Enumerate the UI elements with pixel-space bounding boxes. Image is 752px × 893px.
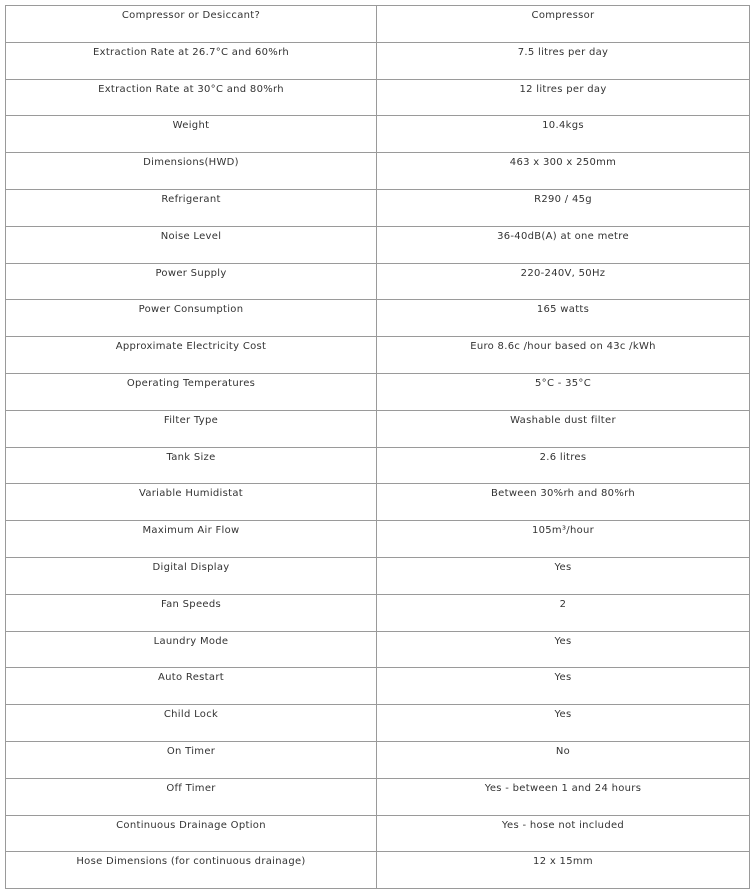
spec-value: Between 30%rh and 80%rh: [377, 484, 750, 521]
table-row: [6, 668, 750, 705]
table-row: [6, 705, 750, 742]
spec-value: 105m³/hour: [377, 521, 750, 558]
spec-table: [5, 5, 750, 889]
spec-label: Noise Level: [6, 226, 377, 263]
spec-value: Washable dust filter: [377, 410, 750, 447]
spec-label: Filter Type: [6, 410, 377, 447]
spec-value: Yes - between 1 and 24 hours: [377, 778, 750, 815]
spec-label: Off Timer: [6, 778, 377, 815]
table-row: [6, 116, 750, 153]
spec-label: Digital Display: [6, 557, 377, 594]
spec-label: Power Consumption: [6, 300, 377, 337]
table-row: [6, 815, 750, 852]
table-row: [6, 484, 750, 521]
spec-label: Refrigerant: [6, 189, 377, 226]
spec-label: Extraction Rate at 30°C and 80%rh: [6, 79, 377, 116]
spec-label: Tank Size: [6, 447, 377, 484]
spec-value: Yes: [377, 705, 750, 742]
table-row: [6, 410, 750, 447]
table-row: [6, 373, 750, 410]
table-row: [6, 521, 750, 558]
table-row: [6, 594, 750, 631]
spec-value: 10.4kgs: [377, 116, 750, 153]
spec-label: Laundry Mode: [6, 631, 377, 668]
spec-label: Variable Humidistat: [6, 484, 377, 521]
spec-label: Fan Speeds: [6, 594, 377, 631]
table-row: [6, 741, 750, 778]
spec-table-body: [6, 6, 750, 889]
spec-value: 165 watts: [377, 300, 750, 337]
spec-value: 5°C - 35°C: [377, 373, 750, 410]
spec-value: Yes: [377, 557, 750, 594]
spec-value: No: [377, 741, 750, 778]
spec-label: On Timer: [6, 741, 377, 778]
spec-label: Hose Dimensions (for continuous drainage): [6, 852, 377, 889]
table-row: [6, 189, 750, 226]
spec-value: 220-240V, 50Hz: [377, 263, 750, 300]
spec-value: 2: [377, 594, 750, 631]
table-row: [6, 300, 750, 337]
spec-value: 36-40dB(A) at one metre: [377, 226, 750, 263]
table-row: [6, 557, 750, 594]
spec-value: Compressor: [377, 6, 750, 43]
table-row: [6, 852, 750, 889]
table-row: [6, 6, 750, 43]
table-row: [6, 226, 750, 263]
spec-label: Dimensions(HWD): [6, 153, 377, 190]
table-row: [6, 263, 750, 300]
spec-label: Child Lock: [6, 705, 377, 742]
spec-value: 7.5 litres per day: [377, 42, 750, 79]
spec-label: Compressor or Desiccant?: [6, 6, 377, 43]
spec-value: Euro 8.6c /hour based on 43c /kWh: [377, 337, 750, 374]
spec-value: 2.6 litres: [377, 447, 750, 484]
table-row: [6, 631, 750, 668]
spec-value: 12 x 15mm: [377, 852, 750, 889]
table-row: [6, 337, 750, 374]
spec-label: Maximum Air Flow: [6, 521, 377, 558]
spec-label: Weight: [6, 116, 377, 153]
table-row: [6, 447, 750, 484]
spec-label: Continuous Drainage Option: [6, 815, 377, 852]
table-row: [6, 778, 750, 815]
table-row: [6, 42, 750, 79]
spec-value: R290 / 45g: [377, 189, 750, 226]
spec-value: 463 x 300 x 250mm: [377, 153, 750, 190]
spec-label: Approximate Electricity Cost: [6, 337, 377, 374]
spec-value: Yes: [377, 668, 750, 705]
spec-value: Yes - hose not included: [377, 815, 750, 852]
spec-label: Auto Restart: [6, 668, 377, 705]
spec-label: Extraction Rate at 26.7°C and 60%rh: [6, 42, 377, 79]
table-row: [6, 79, 750, 116]
spec-value: 12 litres per day: [377, 79, 750, 116]
table-row: [6, 153, 750, 190]
spec-value: Yes: [377, 631, 750, 668]
spec-label: Operating Temperatures: [6, 373, 377, 410]
spec-label: Power Supply: [6, 263, 377, 300]
